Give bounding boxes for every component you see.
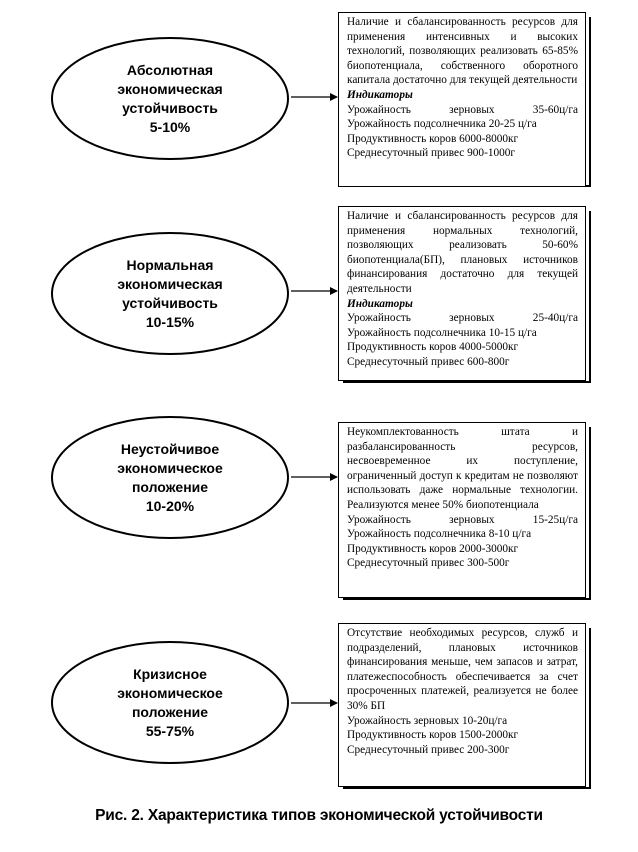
description-box-unstable	[338, 422, 586, 598]
indicator-line: Урожайность подсолнечника 8-10 ц/га	[347, 528, 532, 541]
figure-caption: Рис. 2. Характеристика типов экономической устойчивости	[95, 807, 543, 824]
ellipse-line: Кризисное	[133, 665, 207, 682]
indicator-line: Среднесуточный привес 900-1000г	[347, 147, 516, 160]
ellipse-line: положение	[131, 478, 209, 495]
ellipse-line: экономическая	[117, 275, 223, 292]
indicator-line: Урожайность зерновых 15-25ц/га	[347, 513, 578, 526]
ellipse-line: положение	[131, 703, 209, 720]
indicator-line: Продуктивность коров 6000-8000кг	[347, 132, 519, 145]
indicator-line: Урожайность зерновых 35-60ц/га	[347, 103, 578, 116]
indicator-line: Урожайность зерновых 10-20ц/га	[347, 714, 508, 727]
description-box-absolute	[338, 12, 586, 187]
ellipse-line: экономическое	[117, 684, 223, 701]
ellipse-normal-stability	[50, 231, 290, 356]
description-box-normal	[338, 206, 586, 381]
indicator-line: Продуктивность коров 2000-3000кг	[347, 542, 519, 555]
ellipse-unstable-position	[50, 415, 290, 540]
ellipse-percent: 5-10%	[149, 118, 191, 135]
ellipse-line: Нормальная	[126, 256, 214, 273]
ellipse-crisis-position	[50, 640, 290, 765]
description-text: Неукомплектованность штата и разбалансированность ресурсов, несвоевременное их поступление, ограниченный доступ к кредитам не позволяют использовать даже нормальные технологии. Реализуются менее 50% биопотенциала	[347, 426, 578, 511]
ellipse-line: экономическая	[117, 80, 223, 97]
ellipse-line: экономическое	[117, 459, 223, 476]
indicators-title: Индикаторы	[347, 88, 413, 101]
ellipse-percent: 10-15%	[145, 313, 195, 330]
ellipse-absolute-stability	[50, 36, 290, 161]
description-text: Наличие и сбалансированность ресурсов для применения нормальных технологий, позволяющих реализовать 50-60% биопотенциала(БП), плановых источников финансирования достаточно для текущей деятельности	[347, 210, 578, 295]
description-text: Отсутствие необходимых ресурсов, служб и подразделений, плановых источников финансирования меньше, чем запасов и затрат, платежеспособность обеспечивается за счет просроченных платежей, реализуется не более 30% БП	[347, 627, 578, 712]
indicator-line: Среднесуточный привес 300-500г	[347, 557, 510, 570]
ellipse-percent: 55-75%	[145, 722, 195, 739]
ellipse-line: устойчивость	[122, 294, 218, 311]
ellipse-percent: 10-20%	[145, 497, 195, 514]
ellipse-line: Абсолютная	[126, 61, 214, 78]
indicator-line: Урожайность подсолнечника 10-15 ц/га	[347, 326, 537, 339]
description-box-crisis	[338, 623, 586, 787]
indicator-line: Продуктивность коров 1500-2000кг	[347, 729, 519, 742]
indicator-line: Среднесуточный привес 600-800г	[347, 355, 510, 368]
indicators-title: Индикаторы	[347, 297, 413, 310]
indicator-line: Урожайность подсолнечника 20-25 ц/га	[347, 118, 537, 131]
indicator-line: Среднесуточный привес 200-300г	[347, 743, 510, 756]
ellipse-line: устойчивость	[122, 99, 218, 116]
description-text: Наличие и сбалансированность ресурсов для применения интенсивных и высоких технологий, позволяющих реализовать 65-85% биопотенциала, собственного оборотного капитала достаточно для текущей деятельности	[347, 16, 578, 87]
indicator-line: Урожайность зерновых 25-40ц/га	[347, 312, 578, 325]
indicator-line: Продуктивность коров 4000-5000кг	[347, 341, 519, 354]
ellipse-line: Неустойчивое	[120, 440, 220, 457]
